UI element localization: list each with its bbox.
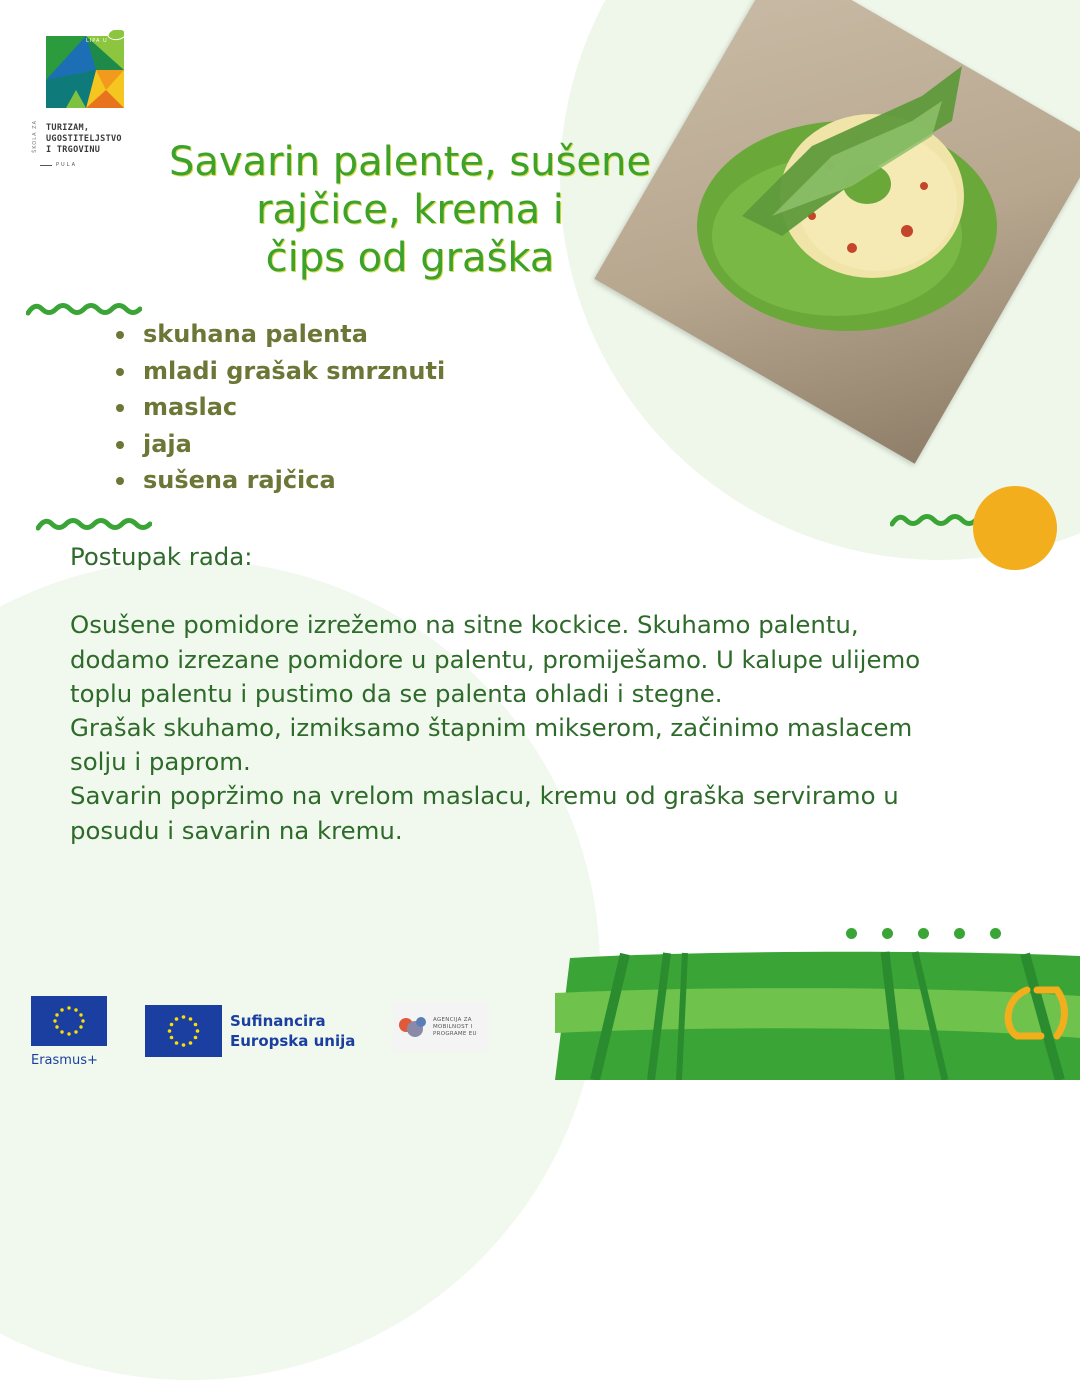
- school-logo-line: I TRGOVINU: [46, 145, 101, 155]
- eu-cofunding-text: [230, 1011, 355, 1051]
- school-logo-badge: LIPA U: [86, 38, 108, 44]
- erasmus-label: Erasmus+: [31, 1053, 98, 1068]
- procedure-line: Grašak skuhamo, izmiksamo štapnim mikserom, začinimo maslacem: [70, 713, 913, 742]
- ingredient-item: mladi grašak smrznuti: [112, 353, 445, 390]
- dot: [882, 928, 893, 939]
- agency-logo-line: AGENCIJA ZA: [433, 1016, 472, 1023]
- agency-logo-text: [433, 1017, 477, 1038]
- procedure-line: Savarin popržimo na vrelom maslacu, kremu od graška serviramo u: [70, 781, 899, 811]
- erasmus-logo: [31, 996, 107, 1068]
- recipe-title-line: čips od graška: [265, 235, 555, 281]
- green-stripes-decoration: [555, 948, 1080, 1080]
- recipe-title-line: Savarin palente, sušene: [168, 139, 651, 185]
- recipe-title-line: rajčice, krema i: [256, 187, 564, 233]
- ingredient-item: jaja: [112, 426, 445, 463]
- agency-logo: [393, 1002, 488, 1052]
- procedure-heading: Postupak rada:: [70, 542, 253, 571]
- eu-cofunding-logo: [145, 1005, 355, 1057]
- agency-logo-line: MOBILNOST I: [433, 1023, 473, 1030]
- school-logo-mark: [46, 30, 124, 108]
- procedure-line: dodamo izrezane pomidore u palentu, promiješamo. U kalupe ulijemo: [70, 644, 921, 674]
- procedure-section: [70, 540, 1030, 848]
- eu-flag-icon: [145, 1005, 222, 1057]
- dots-decoration: [846, 928, 1001, 939]
- school-logo-side-text: ŠKOLA ZA: [32, 120, 38, 153]
- procedure-line: solju i paprom.: [70, 747, 251, 777]
- school-logo-line: TURIZAM,: [46, 123, 90, 133]
- wave-decoration: [36, 515, 152, 533]
- procedure-line: Osušene pomidore izrežemo na sitne kockice. Skuhamo palentu,: [70, 610, 859, 640]
- procedure-line: posudu i savarin na kremu.: [70, 815, 403, 845]
- dot: [990, 928, 1001, 939]
- recipe-title: [140, 138, 680, 282]
- school-logo-text: [46, 123, 136, 156]
- dish-illustration: [662, 26, 1032, 396]
- ingredient-item: skuhana palenta: [112, 316, 445, 353]
- dot: [846, 928, 857, 939]
- school-logo-city: PULA: [46, 162, 136, 168]
- procedure-spacer: [70, 574, 1030, 608]
- dot: [954, 928, 965, 939]
- eu-cofunding-line: Europska unija: [230, 1032, 356, 1050]
- agency-logo-icon: [397, 1013, 429, 1041]
- ingredient-item: sušena rajčica: [112, 462, 445, 499]
- eu-flag-icon: [31, 996, 107, 1046]
- dot: [918, 928, 929, 939]
- ingredient-item: maslac: [112, 389, 445, 426]
- ingredient-list: [112, 316, 445, 499]
- eu-cofunding-line: Sufinancira: [230, 1012, 326, 1030]
- school-logo: [32, 30, 136, 168]
- agency-logo-line: PROGRAME EU: [433, 1030, 477, 1037]
- school-logo-line: UGOSTITELJSTVO: [46, 134, 122, 144]
- procedure-line: toplu palentu i pustimo da se palenta ohladi i stegne.: [70, 678, 723, 708]
